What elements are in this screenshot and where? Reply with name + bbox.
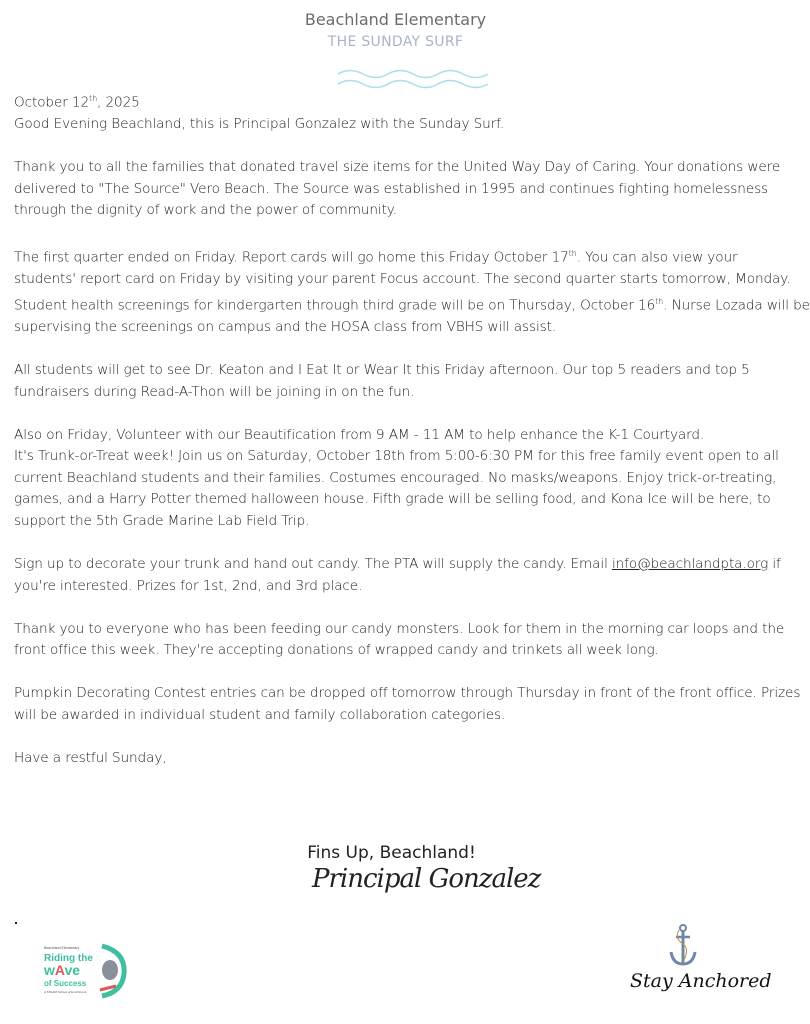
text: Student health screenings for kindergarten through third grade will be on Thursday, October 16 bbox=[14, 297, 656, 314]
paragraph-report-cards bbox=[14, 243, 810, 338]
anchor-icon bbox=[668, 924, 698, 970]
text-line: All students will get to see Dr. Keaton and I Eat It or Wear It this Friday afternoon. Our top 5 readers and top 5 bbox=[14, 362, 750, 379]
text-line: games, and a Harry Potter themed halloween house. Fifth grade will be selling food, and Kona Ice will be here, to bbox=[14, 491, 771, 508]
text: . Nurse Lozada will be bbox=[663, 297, 810, 314]
text-line bbox=[14, 291, 810, 317]
text-line bbox=[14, 243, 784, 269]
sup: th bbox=[568, 249, 577, 259]
greeting: Good Evening Beachland, this is Principal Gonzalez with the Sunday Surf. bbox=[14, 116, 505, 133]
text: . You can also view your bbox=[576, 249, 738, 266]
school-name: Beachland Elementary bbox=[304, 10, 487, 29]
principal-signature: Principal Gonzalez bbox=[312, 864, 541, 894]
text-line: students' report card on Friday by visiting your parent Focus account. The second quarter starts tomorrow, Monday. bbox=[14, 271, 791, 288]
text-line: Pumpkin Decorating Contest entries can be dropped off tomorrow through Thursday in front of the front office. Prizes bbox=[14, 685, 801, 702]
farewell: Have a restful Sunday, bbox=[14, 749, 167, 766]
stay-anchored-text: Stay Anchored bbox=[630, 970, 772, 992]
text-line: Also on Friday, Volunteer with our Beautification from 9 AM - 11 AM to help enhance the K-1 Courtyard. bbox=[14, 426, 705, 443]
logo-line2: wAve bbox=[44, 962, 81, 978]
date-year: , 2025 bbox=[97, 94, 140, 111]
text: The first quarter ended on Friday. Report cards will go home this Friday October 17 bbox=[14, 249, 569, 266]
text-line: fundraisers during Read-A-Thon will be joining in on the fun. bbox=[14, 383, 415, 400]
text-line bbox=[14, 554, 784, 576]
paragraph-candy-monsters bbox=[14, 619, 784, 662]
paragraph-pumpkin-contest bbox=[14, 683, 801, 726]
logo-tagline: A STEAM School of Enrichment bbox=[44, 990, 87, 994]
logo-line3: of Success bbox=[44, 979, 87, 988]
text-line: front office this week. They're accepting donations of wrapped candy and trinkets all week long. bbox=[14, 642, 659, 659]
paragraph-sign-up bbox=[14, 554, 784, 597]
date-text: October 12 bbox=[14, 94, 90, 111]
text-line: through the dignity of work and the power of community. bbox=[14, 202, 398, 219]
email-link[interactable]: info@beachlandpta.org bbox=[611, 556, 769, 573]
text: if bbox=[768, 556, 781, 573]
text-line: support the 5th Grade Marine Lab Field Trip. bbox=[14, 513, 310, 530]
text-line: It's Trunk-or-Treat week! Join us on Saturday, October 18th from 5:00-6:30 PM for this free family event open to all bbox=[14, 448, 779, 465]
newsletter-title: THE SUNDAY SURF bbox=[327, 34, 464, 50]
sup: th bbox=[655, 297, 664, 306]
logo-line1: Riding the bbox=[44, 953, 93, 964]
text: Sign up to decorate your trunk and hand out candy. The PTA will supply the candy. Email bbox=[14, 556, 612, 573]
text-line: Thank you to everyone who has been feeding our candy monsters. Look for them in the morning car loops and the bbox=[14, 620, 785, 637]
text-line: Thank you to all the families that donated travel size items for the United Way Day of Caring. Your donations were bbox=[14, 159, 781, 176]
logo-school: Beachland Elementary bbox=[44, 946, 80, 950]
paragraph-trunk-or-treat bbox=[14, 425, 784, 533]
paragraph-donations bbox=[14, 157, 784, 222]
text-line: current Beachland students and their families. Costumes encouraged. No masks/weapons. Enjoy trick-or-treating, bbox=[14, 469, 777, 486]
text-line: delivered to "The Source" Vero Beach. The Source was established in 1995 and continues fighting homelessness bbox=[14, 180, 769, 197]
text-line: supervising the screenings on campus and the HOSA class from VBHS will assist. bbox=[14, 319, 557, 336]
text-line: will be awarded in individual student and family collaboration categories. bbox=[14, 706, 506, 723]
riding-the-wave-logo bbox=[42, 940, 132, 998]
text-line: you're interested. Prizes for 1st, 2nd, and 3rd place. bbox=[14, 577, 363, 594]
paragraph-dr-keaton bbox=[14, 360, 784, 403]
date-sup: th bbox=[89, 94, 98, 103]
letter-date bbox=[14, 88, 784, 114]
fins-up-closing: Fins Up, Beachland! bbox=[307, 843, 476, 863]
stray-dot bbox=[15, 922, 17, 924]
letter-body bbox=[14, 88, 810, 791]
